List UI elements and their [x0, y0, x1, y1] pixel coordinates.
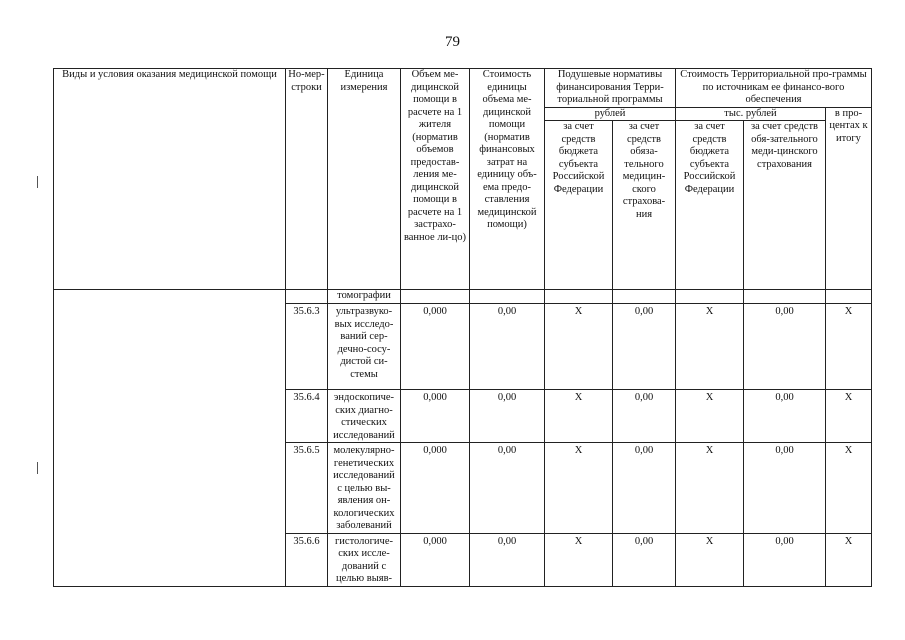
header-per-capita: Подушевые нормативы финансирования Терри-ториальной программы	[545, 69, 676, 108]
page-number: 79	[445, 34, 460, 50]
header-types: Виды и условия оказания медицинской помощи	[54, 69, 286, 290]
continuation-empty	[401, 290, 470, 304]
continuation-empty	[470, 290, 545, 304]
continuation-empty	[676, 290, 744, 304]
territorial-program-table	[53, 68, 872, 587]
header-percent: в про-центах к итогу	[826, 107, 872, 290]
row-volume: 0,000	[401, 443, 470, 534]
row-oms-per-capita: 0,00	[613, 533, 676, 586]
row-unit: ультразвуко-вых исследо-ваний сер-дечно-сосу-дистой си-стемы	[328, 304, 401, 390]
row-volume: 0,000	[401, 533, 470, 586]
types-cell-empty	[54, 290, 286, 587]
header-unit: Единица измерения	[328, 69, 401, 290]
row-oms-per-capita: 0,00	[613, 443, 676, 534]
row-budget-cost: X	[676, 533, 744, 586]
row-oms-cost: 0,00	[744, 443, 826, 534]
continuation-empty	[744, 290, 826, 304]
row-budget-per-capita: X	[545, 390, 613, 443]
row-unit: молекулярно-генетических исследований с целью вы-явления он-кологических заболеваний	[328, 443, 401, 534]
row-volume: 0,000	[401, 304, 470, 390]
row-oms-cost: 0,00	[744, 304, 826, 390]
row-cost: 0,00	[470, 533, 545, 586]
continuation-empty	[613, 290, 676, 304]
scan-mark	[37, 176, 38, 188]
scan-mark	[37, 462, 38, 474]
header-budget-per-capita: за счет средств бюджета субъекта Российской Федерации	[545, 121, 613, 290]
continuation-num	[286, 290, 328, 304]
row-budget-cost: X	[676, 443, 744, 534]
row-cost: 0,00	[470, 304, 545, 390]
row-budget-per-capita: X	[545, 304, 613, 390]
row-number: 35.6.6	[286, 533, 328, 586]
row-unit: гистологиче-ских иссле-дований с целью выяв-	[328, 533, 401, 586]
row-oms-per-capita: 0,00	[613, 390, 676, 443]
row-budget-per-capita: X	[545, 533, 613, 586]
row-percent: X	[826, 390, 872, 443]
header-territorial-cost: Стоимость Территориальной про-граммы по источникам ее финансо-вого обеспечения	[676, 69, 872, 108]
row-oms-per-capita: 0,00	[613, 304, 676, 390]
header-thousand-rubles: тыс. рублей	[676, 107, 826, 121]
header-oms-cost: за счет средств обя-зательного меди-цинского страхования	[744, 121, 826, 290]
row-volume: 0,000	[401, 390, 470, 443]
header-cost: Стоимость единицы объема ме-дицинской помощи (норматив финансовых затрат на единицу объ-ема предо-ставления медицинской помощи)	[470, 69, 545, 290]
row-cost: 0,00	[470, 443, 545, 534]
row-percent: X	[826, 304, 872, 390]
continuation-empty	[545, 290, 613, 304]
row-number: 35.6.4	[286, 390, 328, 443]
header-oms-per-capita: за счет средств обяза-тельного медицин-ского страхова-ния	[613, 121, 676, 290]
header-row-number: Но-мер-строки	[286, 69, 328, 290]
header-volume: Объем ме-дицинской помощи в расчете на 1 жителя (норматив объемов предостав-ления ме-дицинской помощи в расчете на 1 застрахо-ванное ли-цо)	[401, 69, 470, 290]
row-budget-cost: X	[676, 390, 744, 443]
row-percent: X	[826, 443, 872, 534]
header-rubles: рублей	[545, 107, 676, 121]
row-budget-cost: X	[676, 304, 744, 390]
row-oms-cost: 0,00	[744, 533, 826, 586]
row-oms-cost: 0,00	[744, 390, 826, 443]
row-percent: X	[826, 533, 872, 586]
row-number: 35.6.3	[286, 304, 328, 390]
row-cost: 0,00	[470, 390, 545, 443]
continuation-empty	[826, 290, 872, 304]
row-unit: эндоскопиче-ских диагно-стических исследований	[328, 390, 401, 443]
row-number: 35.6.5	[286, 443, 328, 534]
row-budget-per-capita: X	[545, 443, 613, 534]
header-budget-cost: за счет средств бюджета субъекта Российской Федерации	[676, 121, 744, 290]
continuation-unit: томографии	[328, 290, 401, 304]
